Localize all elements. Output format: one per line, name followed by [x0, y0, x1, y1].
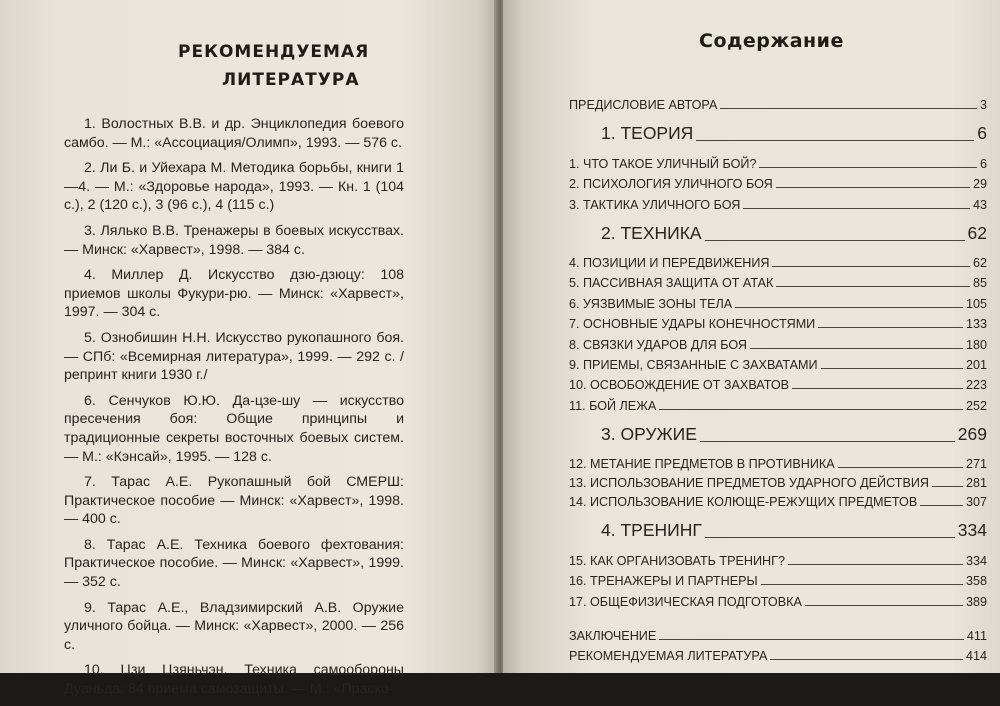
leader-line	[776, 187, 970, 188]
toc-entry-label: 16. ТРЕНАЖЕРЫ И ПАРТНЕРЫ	[569, 574, 758, 589]
toc-entry-label: ЗАКЛЮЧЕНИЕ	[569, 629, 657, 644]
toc-entry	[569, 547, 987, 567]
toc-entry-page: 414	[965, 649, 987, 664]
toc-entry-page: 133	[965, 317, 987, 332]
reference-item: 7. Тарас А.Е. Рукопашный бой СМЕРШ: Практическое пособие — Минск: «Харвест», 1998. — 400 с.	[64, 474, 404, 528]
leader-line	[770, 659, 963, 660]
leader-line	[818, 327, 963, 328]
toc-part-page: 6	[977, 123, 987, 144]
toc-entry-label: 14. ИСПОЛЬЗОВАНИЕ КОЛЮЩЕ-РЕЖУЩИХ ПРЕДМЕТОВ	[569, 495, 918, 510]
toc-entry-label: 1. ЧТО ТАКОЕ УЛИЧНЫЙ БОЙ?	[569, 156, 757, 171]
reference-item: 2. Ли Б. и Уйехара М. Методика борьбы, книги 1—4. — М.: «Здоровье народа», 1993. — Кн. 1 (104 с.), 2 (120 с.), 3 (96 с.), 4 (115 с.)	[64, 160, 404, 214]
reference-list	[64, 115, 404, 706]
toc-entry-page: 271	[965, 457, 987, 472]
toc-entry-label: 7. ОСНОВНЫЕ УДАРЫ КОНЕЧНОСТЯМИ	[569, 317, 816, 332]
toc-part-page: 334	[957, 520, 987, 541]
toc-entry-page: 334	[965, 553, 987, 568]
reference-item: 8. Тарас А.Е. Техника боевого фехтования: Практическое пособие. — Минск: «Харвест», 1999. — 352 с.	[64, 536, 404, 591]
leader-line	[761, 584, 963, 585]
leader-line	[772, 266, 970, 267]
leader-line	[932, 486, 963, 487]
leader-line	[759, 167, 977, 168]
toc-entry-page: 358	[965, 574, 987, 589]
toc-entry	[569, 331, 987, 351]
reference-item: 4. Миллер Д. Искусство дзю-дзюцу: 108 приемов школы Фукури-рю. — Минск: «Харвест», 1997. — 304 с.	[64, 267, 404, 321]
toc-part-page: 269	[957, 423, 987, 444]
toc-entry-label: 9. ПРИЕМЫ, СВЯЗАННЫЕ С ЗАХВАТАМИ	[569, 357, 818, 372]
leader-line	[750, 348, 963, 349]
toc-entry-label: 8. СВЯЗКИ УДАРОВ ДЛЯ БОЯ	[569, 337, 747, 352]
toc-part-theory	[569, 112, 987, 144]
left-page	[0, 0, 497, 698]
toc-entry-conclusion	[569, 623, 987, 643]
toc-entry-page: 85	[972, 276, 987, 291]
toc-entry	[569, 270, 987, 290]
table-of-contents	[569, 92, 987, 663]
toc-entry-label: 13. ИСПОЛЬЗОВАНИЕ ПРЕДМЕТОВ УДАРНОГО ДЕЙСТВИЯ	[569, 476, 929, 491]
reference-item: 3. Лялько В.В. Тренажеры в боевых искусствах. — Минск: «Харвест», 1998. — 384 с.	[64, 222, 404, 258]
leader-line	[743, 208, 970, 209]
toc-entry-label: 5. ПАССИВНАЯ ЗАЩИТА ОТ АТАК	[569, 276, 774, 291]
toc-entry	[569, 352, 987, 372]
toc-entry-page: 201	[965, 357, 987, 372]
leader-line	[659, 409, 963, 410]
literature-title-line2: ЛИТЕРАТУРА	[222, 70, 360, 90]
leader-line	[659, 639, 964, 640]
leader-line	[776, 286, 970, 287]
toc-entry-literature	[569, 643, 987, 663]
leader-line	[696, 140, 974, 141]
toc-entry-label: 12. МЕТАНИЕ ПРЕДМЕТОВ В ПРОТИВНИКА	[569, 457, 835, 472]
toc-part-training	[569, 509, 987, 541]
toc-entry	[569, 588, 987, 608]
contents-title: Содержание	[699, 30, 844, 52]
reference-item: 9. Тарас А.Е., Владзимирский А.В. Оружие уличного бойца. — Минск: «Харвест», 2000. — 256 с.	[64, 599, 404, 653]
toc-entry	[569, 311, 987, 331]
leader-line	[792, 388, 963, 389]
toc-entry	[569, 392, 987, 412]
toc-entry-page: 281	[965, 476, 987, 491]
reference-item: 6. Сенчуков Ю.Ю. Да-цзе-шу — искусство пресечения боя: Общие принципы и традиционные секреты восточных боевых систем. — М.: «Кэнсай», 1995. — 128 с.	[64, 392, 404, 465]
toc-entry-page: 62	[972, 255, 987, 270]
leader-line	[788, 564, 963, 565]
toc-part-weapons	[569, 413, 987, 445]
toc-entry	[569, 568, 987, 588]
toc-entry-page: 43	[972, 197, 987, 212]
toc-entry-page: 307	[965, 495, 987, 510]
leader-line	[821, 368, 963, 369]
leader-line	[920, 505, 963, 506]
leader-line	[735, 307, 963, 308]
leader-line	[805, 605, 963, 606]
toc-entry-page: 252	[965, 398, 987, 413]
leader-line	[700, 441, 955, 442]
toc-entry-label: РЕКОМЕНДУЕМАЯ ЛИТЕРАТУРА	[569, 649, 768, 664]
toc-entry	[569, 471, 987, 490]
toc-entry-page: 105	[965, 296, 987, 311]
toc-entry-page: 6	[979, 156, 987, 171]
toc-entry	[569, 451, 987, 471]
toc-entry	[569, 372, 987, 392]
leader-line	[705, 537, 955, 538]
leader-line	[720, 108, 977, 109]
literature-title-line1: РЕКОМЕНДУЕМАЯ	[178, 42, 370, 62]
toc-entry-label: 3. ТАКТИКА УЛИЧНОГО БОЯ	[569, 197, 741, 212]
toc-entry-label: 2. ПСИХОЛОГИЯ УЛИЧНОГО БОЯ	[569, 177, 773, 192]
leader-line	[838, 467, 963, 468]
toc-entry-label: 4. ПОЗИЦИИ И ПЕРЕДВИЖЕНИЯ	[569, 255, 770, 270]
toc-entry	[569, 250, 987, 270]
toc-entry-label: 6. УЯЗВИМЫЕ ЗОНЫ ТЕЛА	[569, 296, 733, 311]
toc-entry	[569, 171, 987, 191]
toc-entry-label: ПРЕДИСЛОВИЕ АВТОРА	[569, 98, 718, 113]
toc-part-label: 1. ТЕОРИЯ	[601, 123, 694, 144]
toc-part-technique	[569, 212, 987, 244]
leader-line	[705, 240, 965, 241]
reference-item: 5. Ознобишин Н.Н. Искусство рукопашного боя. — СПб: «Всемирная литература», 1999. — 292 с. /репринт книги 1930 г./	[64, 329, 404, 384]
toc-entry-page: 180	[965, 337, 987, 352]
toc-entry	[569, 490, 987, 509]
toc-entry-page: 223	[965, 378, 987, 393]
reference-item: 1. Волостных В.В. и др. Энциклопедия боевого самбо. — М.: «Ассоциация/Олимп», 1993. — 576 с.	[64, 116, 404, 151]
toc-entry-label: 17. ОБЩЕФИЗИЧЕСКАЯ ПОДГОТОВКА	[569, 594, 802, 609]
toc-entry-page: 29	[972, 177, 987, 192]
toc-entry-label: 11. БОЙ ЛЕЖА	[569, 398, 657, 413]
toc-part-label: 4. ТРЕНИНГ	[601, 520, 702, 541]
toc-part-label: 2. ТЕХНИКА	[601, 222, 702, 243]
toc-entry-label: 10. ОСВОБОЖДЕНИЕ ОТ ЗАХВАТОВ	[569, 378, 790, 393]
toc-entry-preface	[569, 92, 987, 112]
toc-entry	[569, 290, 987, 310]
toc-entry	[569, 191, 987, 211]
toc-entry-page: 389	[965, 594, 987, 609]
reference-item: 10. Цзи Цзяньчэн. Техника самообороны Дуаньда: 84 приема самозащиты. — М.: «Праско-	[64, 662, 404, 698]
right-page	[503, 0, 1000, 673]
toc-part-label: 3. ОРУЖИЕ	[601, 423, 697, 444]
toc-entry	[569, 150, 987, 170]
toc-entry-label: 15. КАК ОРГАНИЗОВАТЬ ТРЕНИНГ?	[569, 553, 785, 568]
toc-entry-page: 3	[979, 98, 987, 113]
toc-part-page: 62	[967, 222, 987, 243]
toc-entry-page: 411	[966, 629, 987, 644]
